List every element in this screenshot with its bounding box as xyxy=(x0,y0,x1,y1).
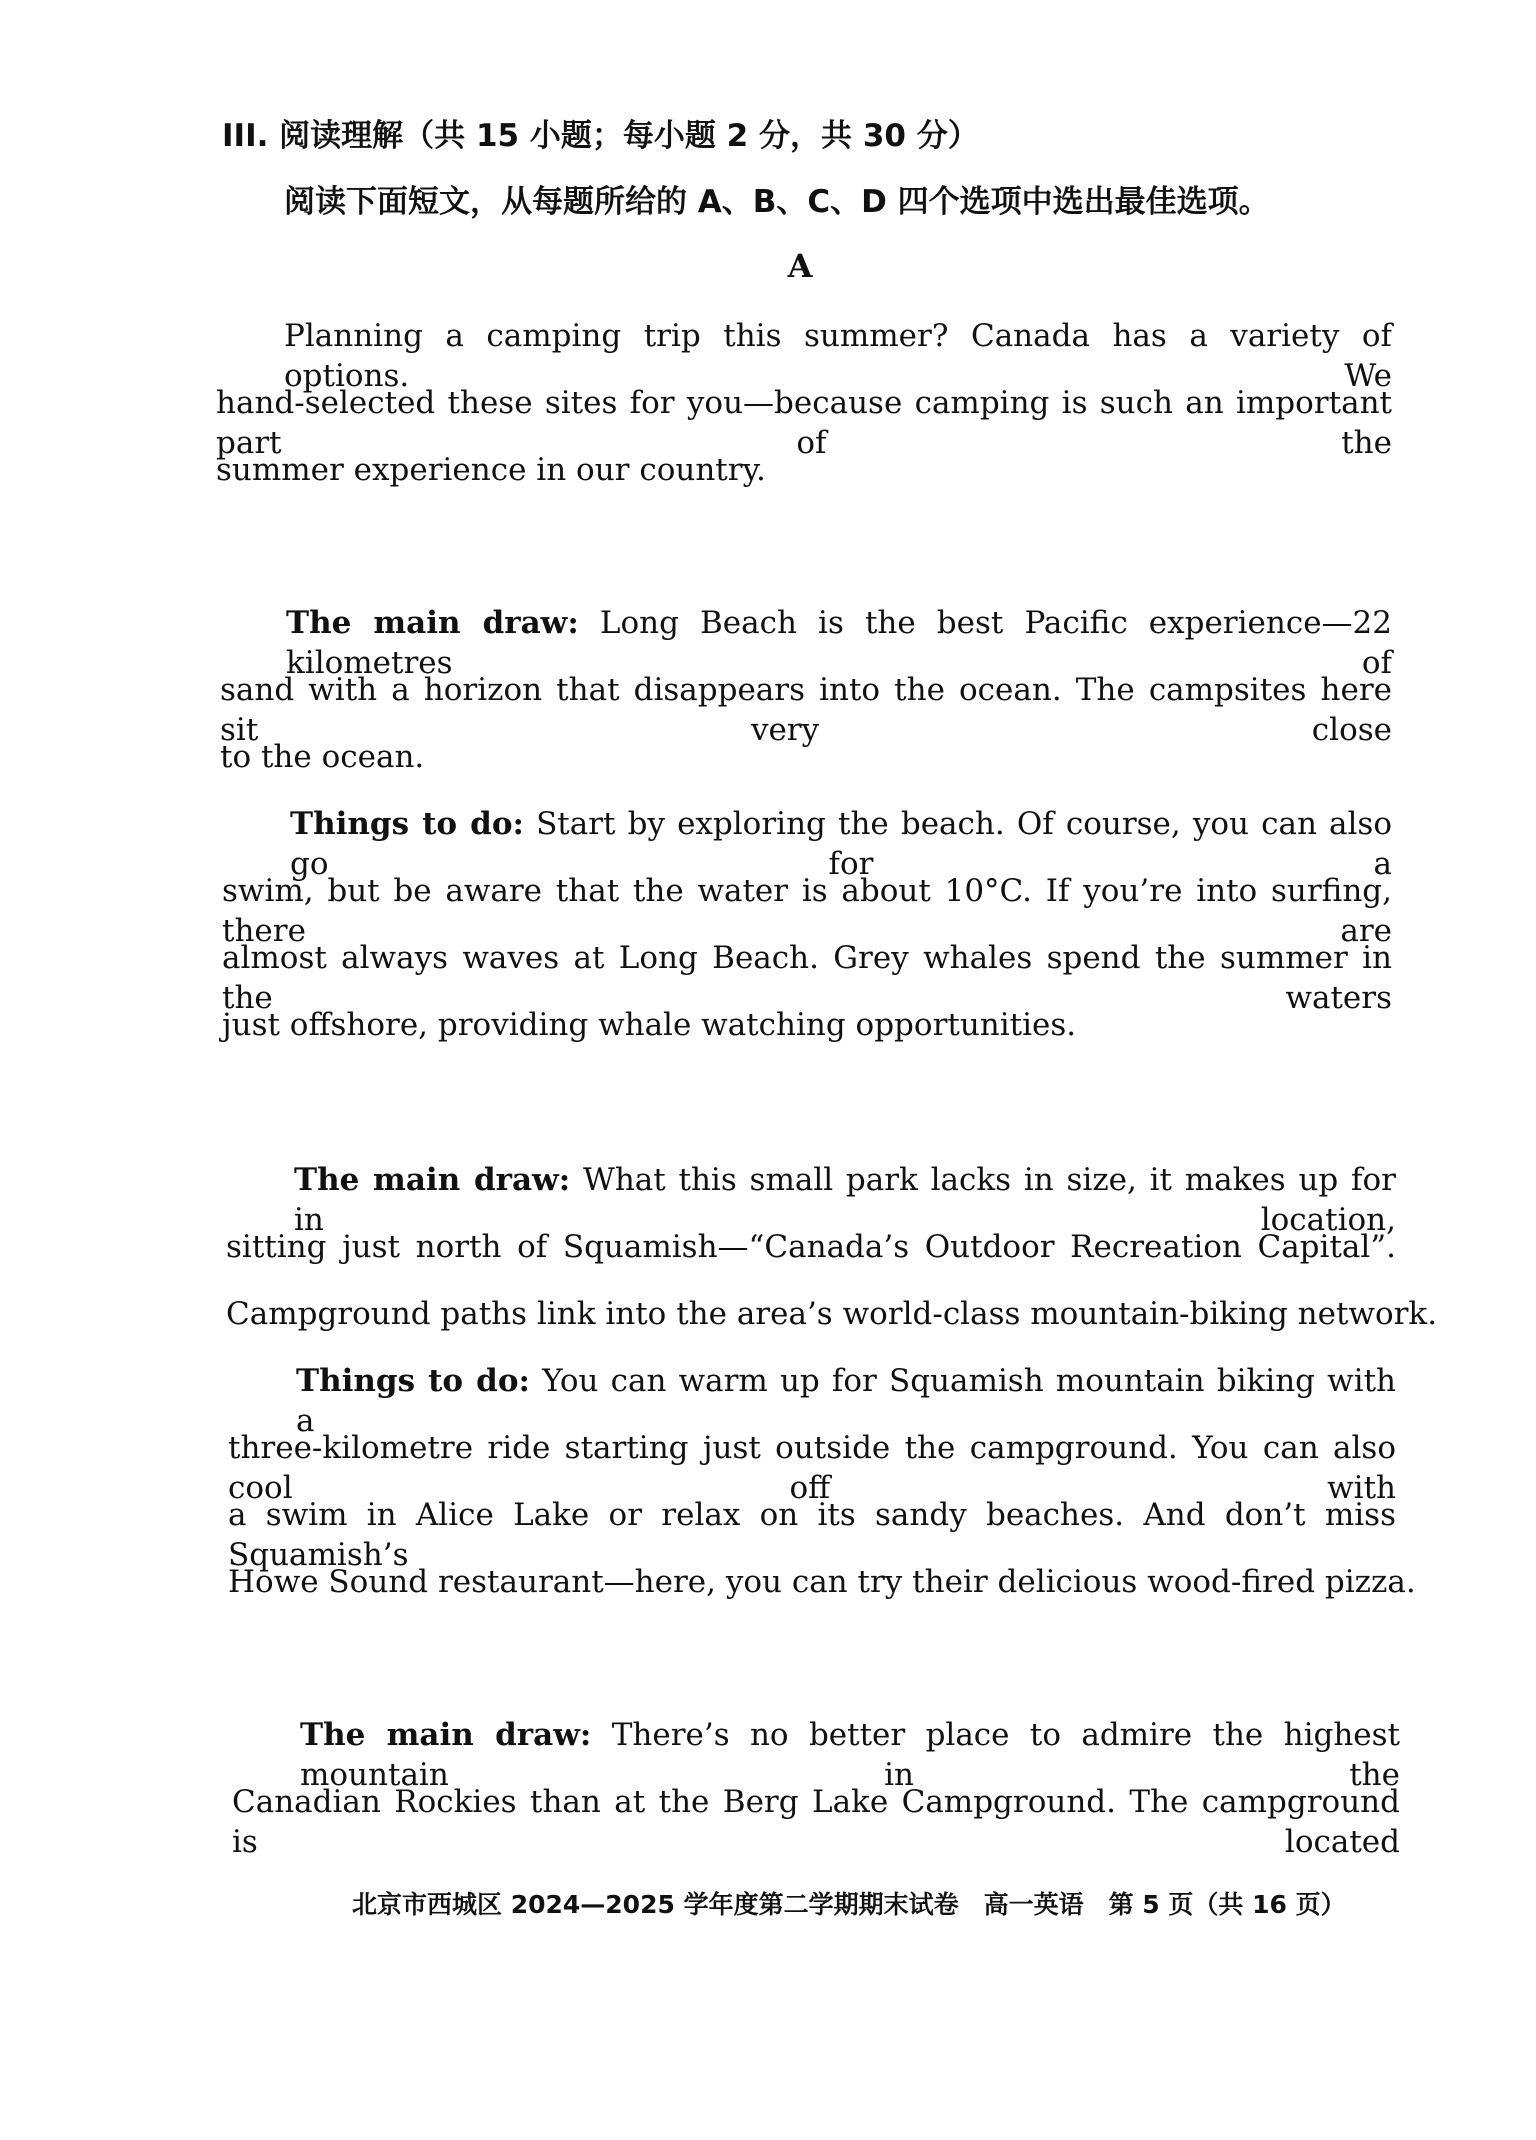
site-2-todo-line: a swim in Alice Lake or relax on its sandy beaches. And don’t miss Squamish’s xyxy=(228,1497,1396,1573)
section-title: III. 阅读理解（共 15 小题；每小题 2 分，共 30 分） xyxy=(222,118,979,154)
things-to-do-label: Things to do: xyxy=(290,806,524,842)
site-2-todo-line: Howe Sound restaurant—here, you can try their delicious wood-fired pizza. xyxy=(228,1564,1416,1600)
section-instruction: 阅读下面短文，从每题所给的 A、B、C、D 四个选项中选出最佳选项。 xyxy=(284,184,1270,220)
page-footer: 北京市西城区 2024—2025 学年度第二学期期末试卷 高一英语 第 5 页（共 16 页） xyxy=(352,1890,1346,1919)
site-3-draw-text: There’s no better place to admire the highest mountain in the xyxy=(300,1717,1401,1793)
site-2-draw-line: Campground paths link into the area’s world-class mountain-biking network. xyxy=(226,1296,1438,1332)
site-1-todo-text: Start by exploring the beach. Of course, you can also go for a xyxy=(290,806,1392,882)
main-draw-label: The main draw: xyxy=(300,1717,592,1753)
site-1-todo-line: almost always waves at Long Beach. Grey whales spend the summer in the waters xyxy=(222,940,1392,1016)
site-1-draw-line: to the ocean. xyxy=(220,739,425,775)
main-draw-label: The main draw: xyxy=(286,605,579,641)
things-to-do-label: Things to do: xyxy=(296,1363,530,1399)
intro-line: hand-selected these sites for you—because camping is such an important part of the xyxy=(216,385,1392,461)
site-3-draw-line: Canadian Rockies than at the Berg Lake Campground. The campground is located xyxy=(232,1784,1400,1860)
site-2-draw-line: sitting just north of Squamish—“Canada’s Outdoor Recreation Capital”. xyxy=(226,1229,1396,1265)
site-1-todo-line: just offshore, providing whale watching opportunities. xyxy=(222,1007,1077,1043)
site-2-todo-line: three-kilometre ride starting just outside the campground. You can also cool off with xyxy=(228,1430,1396,1506)
intro-line: Planning a camping trip this summer? Canada has a variety of options. We xyxy=(284,318,1392,394)
site-1-todo-line: swim, but be aware that the water is about 10°C. If you’re into surfing, there are xyxy=(222,873,1392,949)
site-2-draw-text: What this small park lacks in size, it makes up for in location, xyxy=(294,1162,1397,1238)
passage-label: A xyxy=(787,247,813,285)
main-draw-label: The main draw: xyxy=(294,1162,571,1198)
site-2-todo-text: You can warm up for Squamish mountain biking with a xyxy=(296,1363,1397,1439)
site-1-draw-line: sand with a horizon that disappears into the ocean. The campsites here sit very close xyxy=(220,672,1392,748)
intro-line: summer experience in our country. xyxy=(216,452,766,488)
site-1-draw-text: Long Beach is the best Pacific experience—22 kilometres of xyxy=(286,605,1393,681)
